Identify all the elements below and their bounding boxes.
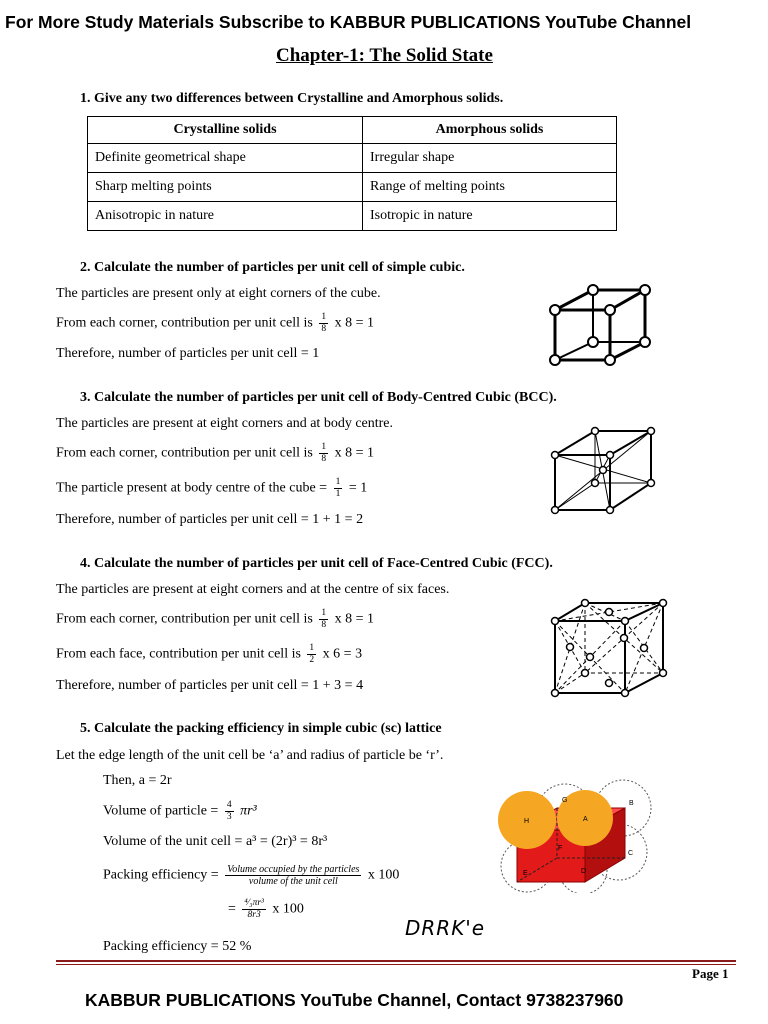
- diagram-label: G: [562, 797, 568, 804]
- fraction-denominator: 3: [226, 812, 232, 822]
- q5-packing-label: Packing efficiency =: [103, 867, 219, 883]
- question-3: 3. Calculate the number of particles per unit cell of Body-Centred Cubic (BCC).: [80, 390, 557, 405]
- table-cell: Irregular shape: [363, 144, 617, 173]
- q5-volume-particle-expr: πr³: [240, 803, 257, 819]
- q5-volume-particle-label: Volume of particle =: [103, 803, 219, 819]
- q5-volume-particle: [103, 800, 257, 823]
- q5-volume-cell: Volume of the unit cell = a³ = (2r)³ = 8r³: [103, 834, 328, 849]
- q3-line-3-text: The particle present at body centre of the cube =: [56, 480, 328, 496]
- table-cell: Sharp melting points: [88, 173, 363, 202]
- diagram-label: D: [581, 868, 587, 875]
- header-banner: For More Study Materials Subscribe to KABBUR PUBLICATIONS YouTube Channel: [5, 12, 692, 32]
- fraction: [319, 442, 328, 465]
- question-2: 2. Calculate the number of particles per unit cell of simple cubic.: [80, 260, 465, 275]
- fraction-denominator: 8: [321, 620, 327, 630]
- q3-line-3-result: = 1: [348, 480, 368, 496]
- q4-line-3: [56, 643, 362, 666]
- diagram-label: F: [558, 845, 563, 852]
- table-cell: Isotropic in nature: [363, 202, 617, 231]
- table-header-cell: Crystalline solids: [88, 117, 363, 144]
- chapter-title: Chapter-1: The Solid State: [276, 45, 493, 66]
- fraction: [334, 477, 343, 500]
- q4-line-1: The particles are present at eight corners and at the centre of six faces.: [56, 582, 450, 597]
- q5-result: Packing efficiency = 52 %: [103, 939, 252, 954]
- table-cell: Anisotropic in nature: [88, 202, 363, 231]
- diagram-label: B: [629, 800, 634, 807]
- bcc-diagram: [545, 425, 660, 520]
- fraction: [225, 800, 234, 823]
- fraction: [319, 608, 328, 631]
- footer-rule: [56, 960, 736, 962]
- question-4: 4. Calculate the number of particles per unit cell of Face-Centred Cubic (FCC).: [80, 556, 553, 571]
- footer-rule-thin: [56, 964, 736, 965]
- page-number: Page 1: [692, 966, 729, 981]
- q3-line-3: [56, 477, 367, 500]
- q5-packing-formula: [103, 864, 399, 887]
- q4-line-2: [56, 608, 374, 631]
- fraction-denominator: 2: [309, 655, 315, 665]
- fraction-numerator: 1: [321, 608, 327, 618]
- q5-packing-multiplier: x 100: [367, 867, 400, 883]
- q4-line-4: Therefore, number of particles per unit cell = 1 + 3 = 4: [56, 678, 364, 693]
- question-5: 5. Calculate the packing efficiency in simple cubic (sc) lattice: [80, 721, 442, 736]
- q5-packing-step: [228, 898, 304, 921]
- q3-line-2-result: x 8 = 1: [334, 445, 374, 461]
- fraction: [319, 312, 328, 335]
- q3-line-2-text: From each corner, contribution per unit cell is: [56, 445, 313, 461]
- fraction-denominator: volume of the unit cell: [248, 876, 338, 887]
- fraction: [242, 898, 266, 921]
- table-cell: Range of melting points: [363, 173, 617, 202]
- q5-then: Then, a = 2r: [103, 773, 172, 788]
- q2-line-1: The particles are present only at eight corners of the cube.: [56, 286, 381, 301]
- fraction: [307, 643, 316, 666]
- table-cell: Definite geometrical shape: [88, 144, 363, 173]
- fraction-numerator: ⁴⁄₃πr³: [244, 898, 264, 908]
- q2-line-2: [56, 312, 374, 335]
- q5-step-equals: =: [228, 901, 236, 917]
- fcc-diagram: [545, 595, 670, 700]
- q5-intro: Let the edge length of the unit cell be ‘a’ and radius of particle be ‘r’.: [56, 748, 444, 763]
- fraction-numerator: 1: [309, 643, 315, 653]
- fraction-denominator: 8: [321, 454, 327, 464]
- diagram-label: E: [523, 870, 528, 877]
- diagram-label: H: [524, 818, 530, 825]
- diagram-label: C: [628, 850, 634, 857]
- fraction-numerator: Volume occupied by the particles: [227, 864, 360, 875]
- q4-line-3-text: From each face, contribution per unit cell is: [56, 646, 301, 662]
- q4-line-3-result: x 6 = 3: [322, 646, 363, 662]
- q2-line-3: Therefore, number of particles per unit cell = 1: [56, 346, 320, 361]
- comparison-table: [87, 116, 617, 231]
- diagram-label: A: [583, 816, 588, 823]
- q4-line-2-result: x 8 = 1: [334, 611, 374, 627]
- fraction-numerator: 1: [335, 477, 341, 487]
- fraction-numerator: 4: [226, 800, 232, 810]
- fraction-numerator: 1: [321, 312, 327, 322]
- footer-banner: KABBUR PUBLICATIONS YouTube Channel, Contact 9738237960: [85, 990, 624, 1010]
- q3-line-2: [56, 442, 374, 465]
- fraction-denominator: 8: [321, 324, 327, 334]
- handwritten-signature: DRRK'e: [405, 916, 486, 940]
- packing-diagram: [495, 778, 665, 893]
- fraction-denominator: 8r3: [247, 910, 261, 920]
- q3-line-1: The particles are present at eight corners and at body centre.: [56, 416, 394, 431]
- question-1: 1. Give any two differences between Crystalline and Amorphous solids.: [80, 91, 504, 106]
- table-row: [88, 202, 617, 231]
- table-header-row: [88, 117, 617, 144]
- simple-cubic-diagram: [545, 282, 655, 372]
- fraction-numerator: 1: [321, 442, 327, 452]
- table-row: [88, 173, 617, 202]
- fraction-denominator: 1: [335, 489, 341, 499]
- q2-line-2-result: x 8 = 1: [334, 315, 374, 331]
- q2-line-2-text: From each corner, contribution per unit cell is: [56, 315, 313, 331]
- q5-step-multiplier: x 100: [272, 901, 304, 917]
- table-header-cell: Amorphous solids: [363, 117, 617, 144]
- q4-line-2-text: From each corner, contribution per unit cell is: [56, 611, 313, 627]
- table-row: [88, 144, 617, 173]
- fraction: [225, 864, 361, 887]
- q3-line-4: Therefore, number of particles per unit cell = 1 + 1 = 2: [56, 512, 364, 527]
